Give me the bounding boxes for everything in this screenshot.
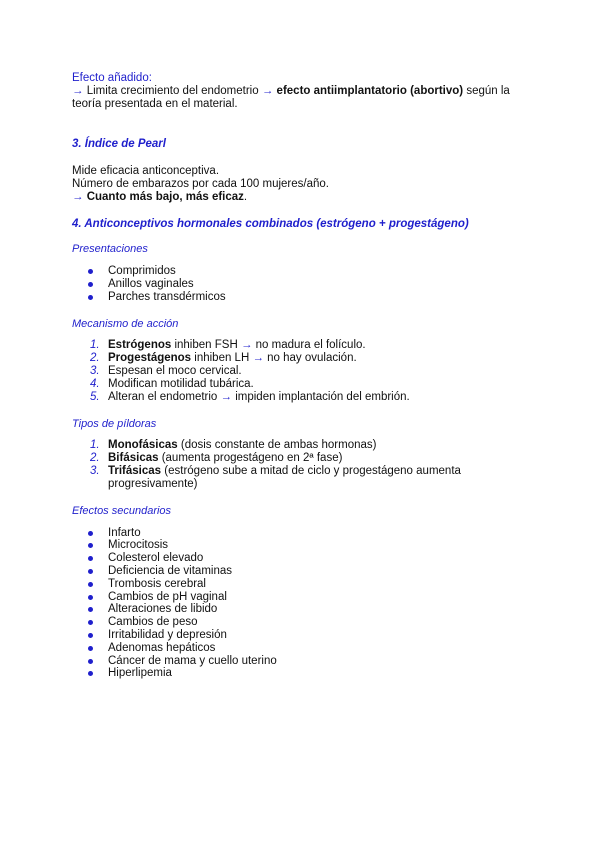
list-text: progresivamente) (108, 477, 198, 490)
presentaciones-title: Presentaciones (72, 243, 148, 255)
list-item (72, 452, 532, 465)
bullet-icon (88, 646, 93, 651)
list-item-text: Deficiencia de vitaminas (108, 564, 233, 577)
arrow-icon: → (72, 85, 84, 97)
list-item-text: Cambios de pH vaginal (108, 590, 227, 603)
section4-heading: 4. Anticonceptivos hormonales combinados (estrógeno + progestágeno) (72, 218, 469, 230)
list-item-text: Anillos vaginales (108, 277, 194, 290)
list-number: 3. (90, 464, 100, 477)
list-text: inhiben FSH (171, 339, 241, 352)
bullet-icon (88, 607, 93, 612)
list-item-text: Adenomas hepáticos (108, 641, 216, 654)
bullet-icon (88, 620, 93, 625)
list-text: (estrógeno sube a mitad de ciclo y progestágeno aumenta (161, 464, 461, 477)
list-item-text: Colesterol elevado (108, 552, 204, 565)
arrow-icon: → (240, 339, 253, 352)
list-item (72, 655, 532, 668)
list-item (72, 265, 532, 278)
list-item-text: Infarto (108, 526, 141, 539)
pearl-post: . (243, 191, 248, 203)
pearl-line-2: Número de embarazos por cada 100 mujeres/año. (72, 178, 329, 190)
efecto-bold: efecto antiimplantatorio (abortivo) (276, 85, 464, 97)
bullet-icon (88, 531, 93, 536)
pearl-bold: Cuanto más bajo, más eficaz (86, 191, 244, 203)
list-item (72, 565, 532, 578)
efecto-title: Efecto añadido: (72, 72, 152, 84)
mecanismo-list (72, 339, 532, 403)
efecto-line-1 (72, 85, 532, 98)
bullet-icon (88, 543, 93, 548)
list-item-text: Comprimidos (108, 265, 176, 277)
bullet-icon (88, 671, 93, 676)
list-number: 4. (90, 377, 100, 390)
pearl-line-3 (72, 191, 532, 204)
efectos-title: Efectos secundarios (72, 504, 172, 517)
bullet-icon (88, 282, 93, 287)
bullet-icon (88, 582, 93, 587)
list-item-text: Irritabilidad y depresión (108, 628, 227, 641)
list-text: impiden implantación del embrión. (232, 390, 410, 403)
list-text: Modifican motilidad tubárica. (108, 377, 254, 390)
bullet-icon (88, 556, 93, 561)
list-text: no hay ovulación. (263, 352, 357, 365)
list-item (72, 365, 532, 378)
list-number: 1. (90, 439, 100, 452)
list-number: 2. (90, 452, 100, 465)
bullet-icon (88, 595, 93, 600)
list-item (72, 667, 532, 680)
pearl-heading: 3. Índice de Pearl (72, 138, 166, 150)
list-item (72, 339, 532, 352)
bullet-icon (88, 295, 93, 300)
list-item-text: Trombosis cerebral (108, 577, 206, 590)
list-item-text: Parches transdérmicos (108, 290, 226, 303)
list-bold: Trifásicas (108, 464, 162, 477)
list-item (72, 378, 532, 391)
bullet-icon (88, 633, 93, 638)
list-item (72, 539, 532, 552)
list-item-text: Alteraciones de libido (108, 603, 218, 616)
mecanismo-title: Mecanismo de acción (72, 318, 179, 331)
document-page (72, 72, 532, 680)
list-item-text: Cáncer de mama y cuello uterino (108, 654, 277, 667)
list-text: no madura el folículo. (252, 339, 366, 352)
list-item (72, 578, 532, 591)
list-number: 3. (90, 364, 100, 377)
list-item (72, 439, 532, 452)
list-item-text: Hiperlipemia (108, 667, 172, 680)
list-text: (dosis constante de ambas hormonas) (177, 439, 377, 452)
arrow-icon: → (261, 85, 274, 97)
efecto-text: Limita crecimiento del endometrio (83, 85, 262, 97)
tipos-list (72, 439, 532, 490)
list-text: Espesan el moco cervical. (108, 364, 242, 377)
efecto-post: según la (463, 85, 510, 97)
presentaciones-list (72, 265, 532, 303)
list-item-text: Microcitosis (108, 539, 169, 552)
list-item (72, 552, 532, 565)
tipos-title: Tipos de píldoras (72, 418, 157, 431)
list-text: inhiben LH (191, 352, 253, 365)
list-bold: Progestágenos (108, 352, 192, 365)
arrow-icon: → (252, 352, 264, 365)
list-item (72, 629, 532, 642)
list-item (72, 278, 532, 291)
list-item (72, 616, 532, 629)
list-text: (aumenta progestágeno en 2ª fase) (158, 452, 343, 465)
list-item (72, 591, 532, 604)
bullet-icon (88, 659, 93, 664)
list-item (72, 527, 532, 540)
bullet-icon (88, 269, 93, 274)
efecto-line-2: teoría presentada en el material. (72, 98, 238, 110)
list-item (72, 291, 532, 304)
efectos-list (72, 527, 532, 681)
list-item (72, 642, 532, 655)
list-bold: Estrógenos (108, 339, 172, 352)
arrow-icon: → (220, 390, 233, 403)
list-text: Alteran el endometrio (108, 390, 221, 403)
list-item (72, 352, 532, 365)
list-item (72, 465, 532, 491)
pearl-line-1: Mide eficacia anticonceptiva. (72, 165, 220, 177)
list-number: 1. (90, 339, 100, 352)
list-item (72, 391, 532, 404)
list-number: 2. (90, 352, 100, 365)
list-bold: Monofásicas (108, 439, 178, 452)
arrow-icon: → (72, 191, 84, 203)
list-item (72, 603, 532, 616)
list-number: 5. (90, 390, 100, 403)
list-item-text: Cambios de peso (108, 616, 198, 629)
list-bold: Bifásicas (108, 452, 159, 465)
bullet-icon (88, 569, 93, 574)
